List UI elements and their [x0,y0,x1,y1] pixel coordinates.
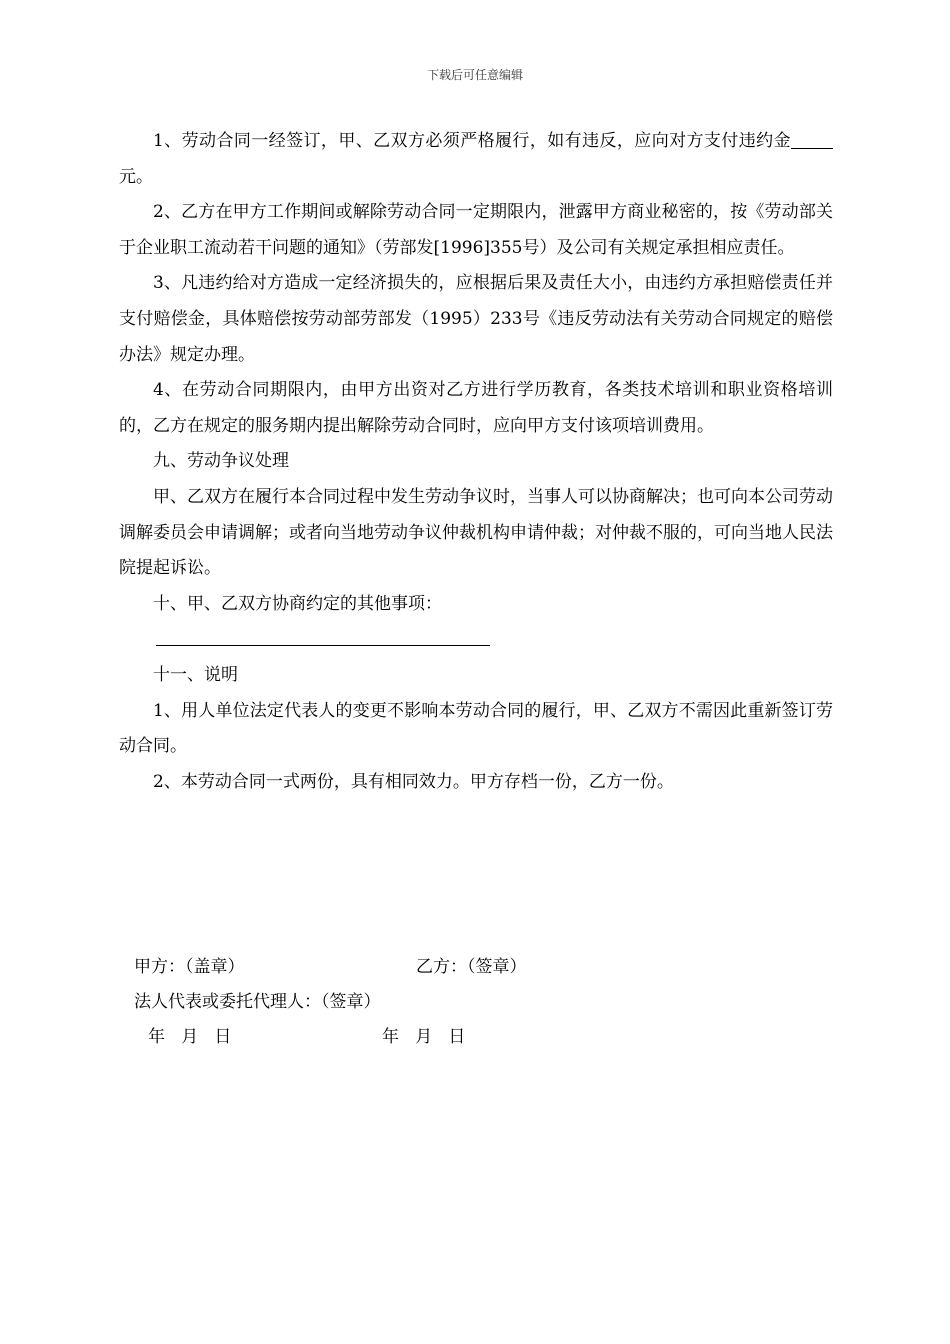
date-party-a: 年 月 日 [148,1027,232,1047]
representative-signature: 法人代表或委托代理人：（签章） [134,992,381,1012]
paragraph-compensation: 3、凡违约给对方造成一定经济损失的，应根据后果及责任大小，由违约方承担赔偿责任并支付赔偿金，具体赔偿按劳动部劳部发（1995）233号《违反劳动法有关劳动合同规定的赔偿办法》规定办理。 [119,273,833,365]
paragraph-penalty-suffix: 元。 [119,166,153,187]
party-b-seal: 乙方：（签章） [416,957,527,977]
section-11-title: 十一、说明 [153,664,238,685]
section-9-body: 甲、乙双方在履行本合同过程中发生劳动争议时，当事人可以协商解决；也可向本公司劳动调解委员会申请调解；或者向当地劳动争议仲裁机构申请仲裁；对仲裁不服的，可向当地人民法院提起诉讼。 [119,486,833,579]
paragraph-confidentiality: 2、乙方在甲方工作期间或解除劳动合同一定期限内，泄露甲方商业秘密的，按《劳动部关于企业职工流动若干问题的通知》（劳部发[1996]355号）及公司有关规定承担相应责任。 [119,202,833,258]
section-11-item-2: 2、本劳动合同一式两份，具有相同效力。甲方存档一份，乙方一份。 [153,771,674,792]
section-11-item-1: 1、用人单位法定代表人的变更不影响本劳动合同的履行，甲、乙双方不需因此重新签订劳动合同。 [119,700,833,757]
other-matters-blank [119,622,833,658]
section-9-title: 九、劳动争议处理 [153,451,289,472]
paragraph-penalty [119,124,833,195]
date-party-b: 年 月 日 [382,1027,466,1047]
paragraph-penalty-text: 1、劳动合同一经签订，甲、乙双方必须严格履行，如有违反，应向对方支付违约金 [153,131,791,151]
party-a-seal: 甲方：（盖章） [134,957,245,977]
document-body [119,124,833,800]
blank-underline [156,645,490,646]
paragraph-training-fee: 4、在劳动合同期限内，由甲方出资对乙方进行学历教育，各类技术培训和职业资格培训的，乙方在规定的服务期内提出解除劳动合同时，应向甲方支付该项培训费用。 [119,380,833,436]
section-10-title: 十、甲、乙双方协商约定的其他事项： [153,593,442,614]
page-header: 下载后可任意编辑 [426,68,523,82]
amount-blank [791,131,833,149]
